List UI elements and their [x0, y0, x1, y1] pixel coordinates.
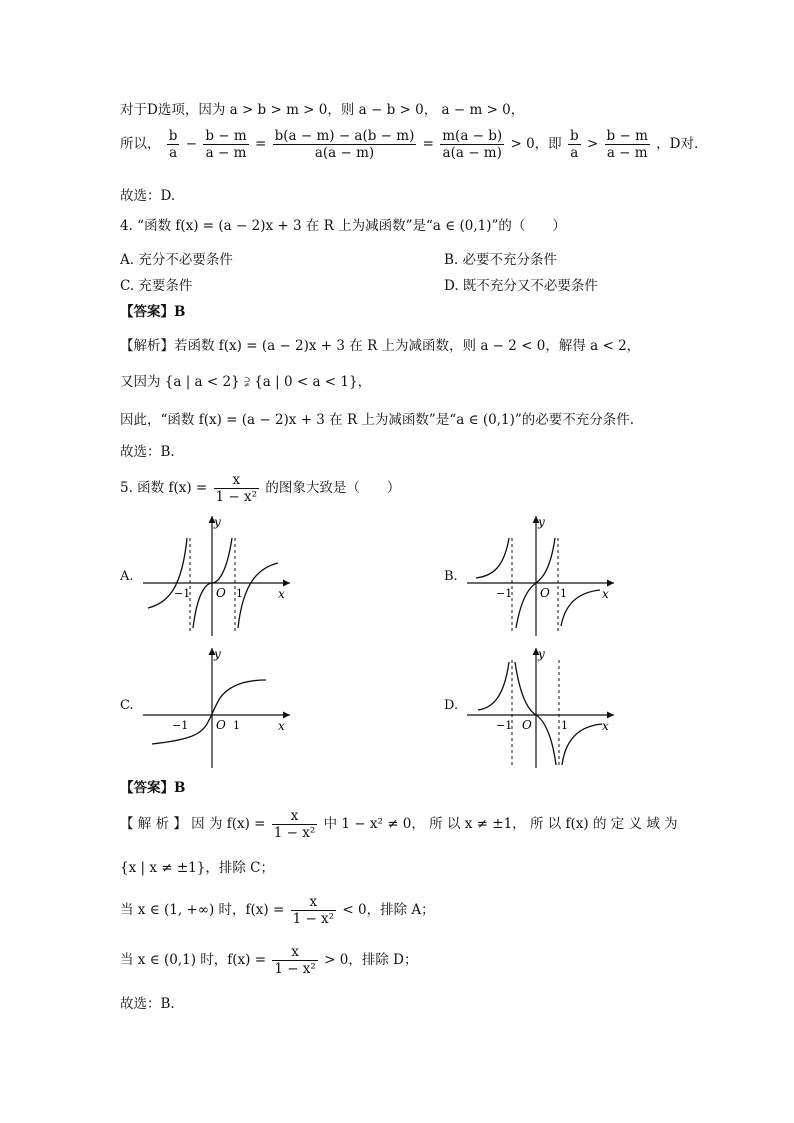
fraction: $\frac{x}{\text{1 − x²}}$: [273, 808, 316, 841]
x-label: x: [602, 587, 609, 601]
operator: >: [586, 136, 599, 152]
analysis-5-4-post: > 0，排除 D；: [324, 952, 418, 968]
fraction: $\frac{b}{a}$: [168, 128, 178, 161]
origin-label: O: [216, 718, 226, 732]
fraction: $\frac{x}{\text{1 − x²}}$: [215, 472, 258, 505]
analysis-5-post: 中 1 − x² ≠ 0， 所 以 x ≠ ±1， 所 以 f(x) 的 定 义 域 为: [323, 816, 678, 832]
analysis-5-line2: {x | x ≠ ±1}，排除 C；: [120, 860, 274, 876]
fraction: $\frac{x}{\text{1 − x²}}$: [274, 944, 316, 977]
fraction: $\frac{b}{a}$: [569, 128, 579, 161]
origin-label: O: [522, 718, 532, 732]
y-label: y: [214, 515, 221, 529]
curve-left: [478, 662, 509, 710]
q5-suffix: 的图象大致是（ ）: [265, 480, 401, 496]
x-label: x: [278, 719, 285, 733]
analysis-5-pre: 【 解 析 】 因 为 f(x) =: [120, 816, 266, 832]
graph-c: [138, 640, 298, 768]
analysis-5-3-post: < 0，排除 A；: [342, 902, 435, 918]
answer-5: 【答案】B: [120, 780, 186, 796]
graph-a-label: A.: [120, 569, 134, 584]
answer-4: 【答案】B: [120, 304, 186, 320]
option-d-text: 对于D选项，因为 a > b > m > 0，则 a − b > 0， a − m > 0，: [120, 102, 525, 118]
fraction: $\frac{b - m}{a - m}$: [205, 128, 247, 161]
analysis-5-line5: 故选：B.: [120, 996, 175, 1012]
pos1-label: 1: [561, 719, 568, 732]
x-label: x: [278, 587, 285, 601]
graph-b-label: B.: [444, 569, 458, 584]
graph-d: [462, 640, 622, 768]
neg1-label: −1: [174, 587, 191, 600]
derivation-end: ，D对.: [656, 136, 699, 152]
pos1-label: 1: [236, 587, 243, 600]
question-4: 4. “函数 f(x) = (a − 2)x + 3 在 R 上为减函数”是“a ∈ (0,1)”的（ ）: [120, 218, 566, 234]
analysis-5-line1: [120, 808, 678, 841]
neg1-label: −1: [496, 587, 513, 600]
graph-c-label: C.: [120, 698, 134, 713]
y-label: y: [538, 515, 545, 529]
fraction: $\frac{b - m}{a - m}$: [606, 128, 648, 161]
neg1-label: −1: [172, 719, 189, 732]
q5-prefix: 5. 函数 f(x) =: [120, 480, 208, 496]
analysis-5-line4: [120, 944, 417, 977]
q4-option-a: A. 充分不必要条件: [120, 252, 233, 268]
analysis-5-4-pre: 当 x ∈ (0,1) 时，f(x) =: [120, 952, 267, 968]
q4-option-c: C. 充要条件: [120, 278, 193, 294]
pos1-label: 1: [233, 719, 240, 732]
q4-option-d: D. 既不充分又不必要条件: [444, 278, 598, 294]
q4-option-b: B. 必要不充分条件: [444, 252, 558, 268]
graph-d-label: D.: [444, 698, 459, 713]
origin-label: O: [216, 586, 226, 600]
x-label: x: [602, 719, 609, 733]
fraction: $\frac{m(a - b)}{a(a - m)}$: [442, 128, 503, 161]
question-5: [120, 472, 400, 505]
derivation-prefix: 所以，: [120, 136, 161, 152]
analysis-4-line2: 又因为 {a | a < 2} ⫌ {a | 0 < a < 1}，: [120, 374, 372, 390]
analysis-4-line1: 【解析】若函数 f(x) = (a − 2)x + 3 在 R 上为减函数，则 a − 2 < 0，解得 a < 2，: [120, 338, 641, 354]
analysis-4-line4: 故选：B.: [120, 444, 175, 460]
y-label: y: [214, 647, 221, 661]
operator: =: [255, 136, 267, 152]
analysis-4-line3: 因此，“函数 f(x) = (a − 2)x + 3 在 R 上为减函数”是“a ∈ (0,1)”的必要不充分条件.: [120, 412, 635, 428]
analysis-5-3-pre: 当 x ∈ (1, +∞) 时，f(x) =: [120, 902, 285, 918]
y-label: y: [538, 647, 545, 661]
origin-label: O: [540, 586, 550, 600]
operator: −: [185, 136, 198, 152]
choose-d: 故选：D.: [120, 188, 176, 204]
derivation-mid: > 0，即: [510, 136, 562, 152]
graph-b: [462, 508, 622, 636]
curve-right: [562, 724, 602, 765]
analysis-5-line3: [120, 894, 435, 927]
neg1-label: −1: [496, 719, 513, 732]
curve-right: [238, 563, 278, 628]
fraction: $\frac{x}{\text{1 − x²}}$: [292, 894, 335, 927]
curve: [152, 680, 266, 744]
option-d-derivation: [120, 128, 698, 161]
graph-a: [138, 508, 298, 636]
pos1-label: 1: [560, 587, 567, 600]
curve-left: [476, 538, 509, 578]
fraction: $\frac{b(a - m) - a(b - m)}{a(a - m)}$: [274, 128, 415, 161]
operator: =: [422, 136, 434, 152]
